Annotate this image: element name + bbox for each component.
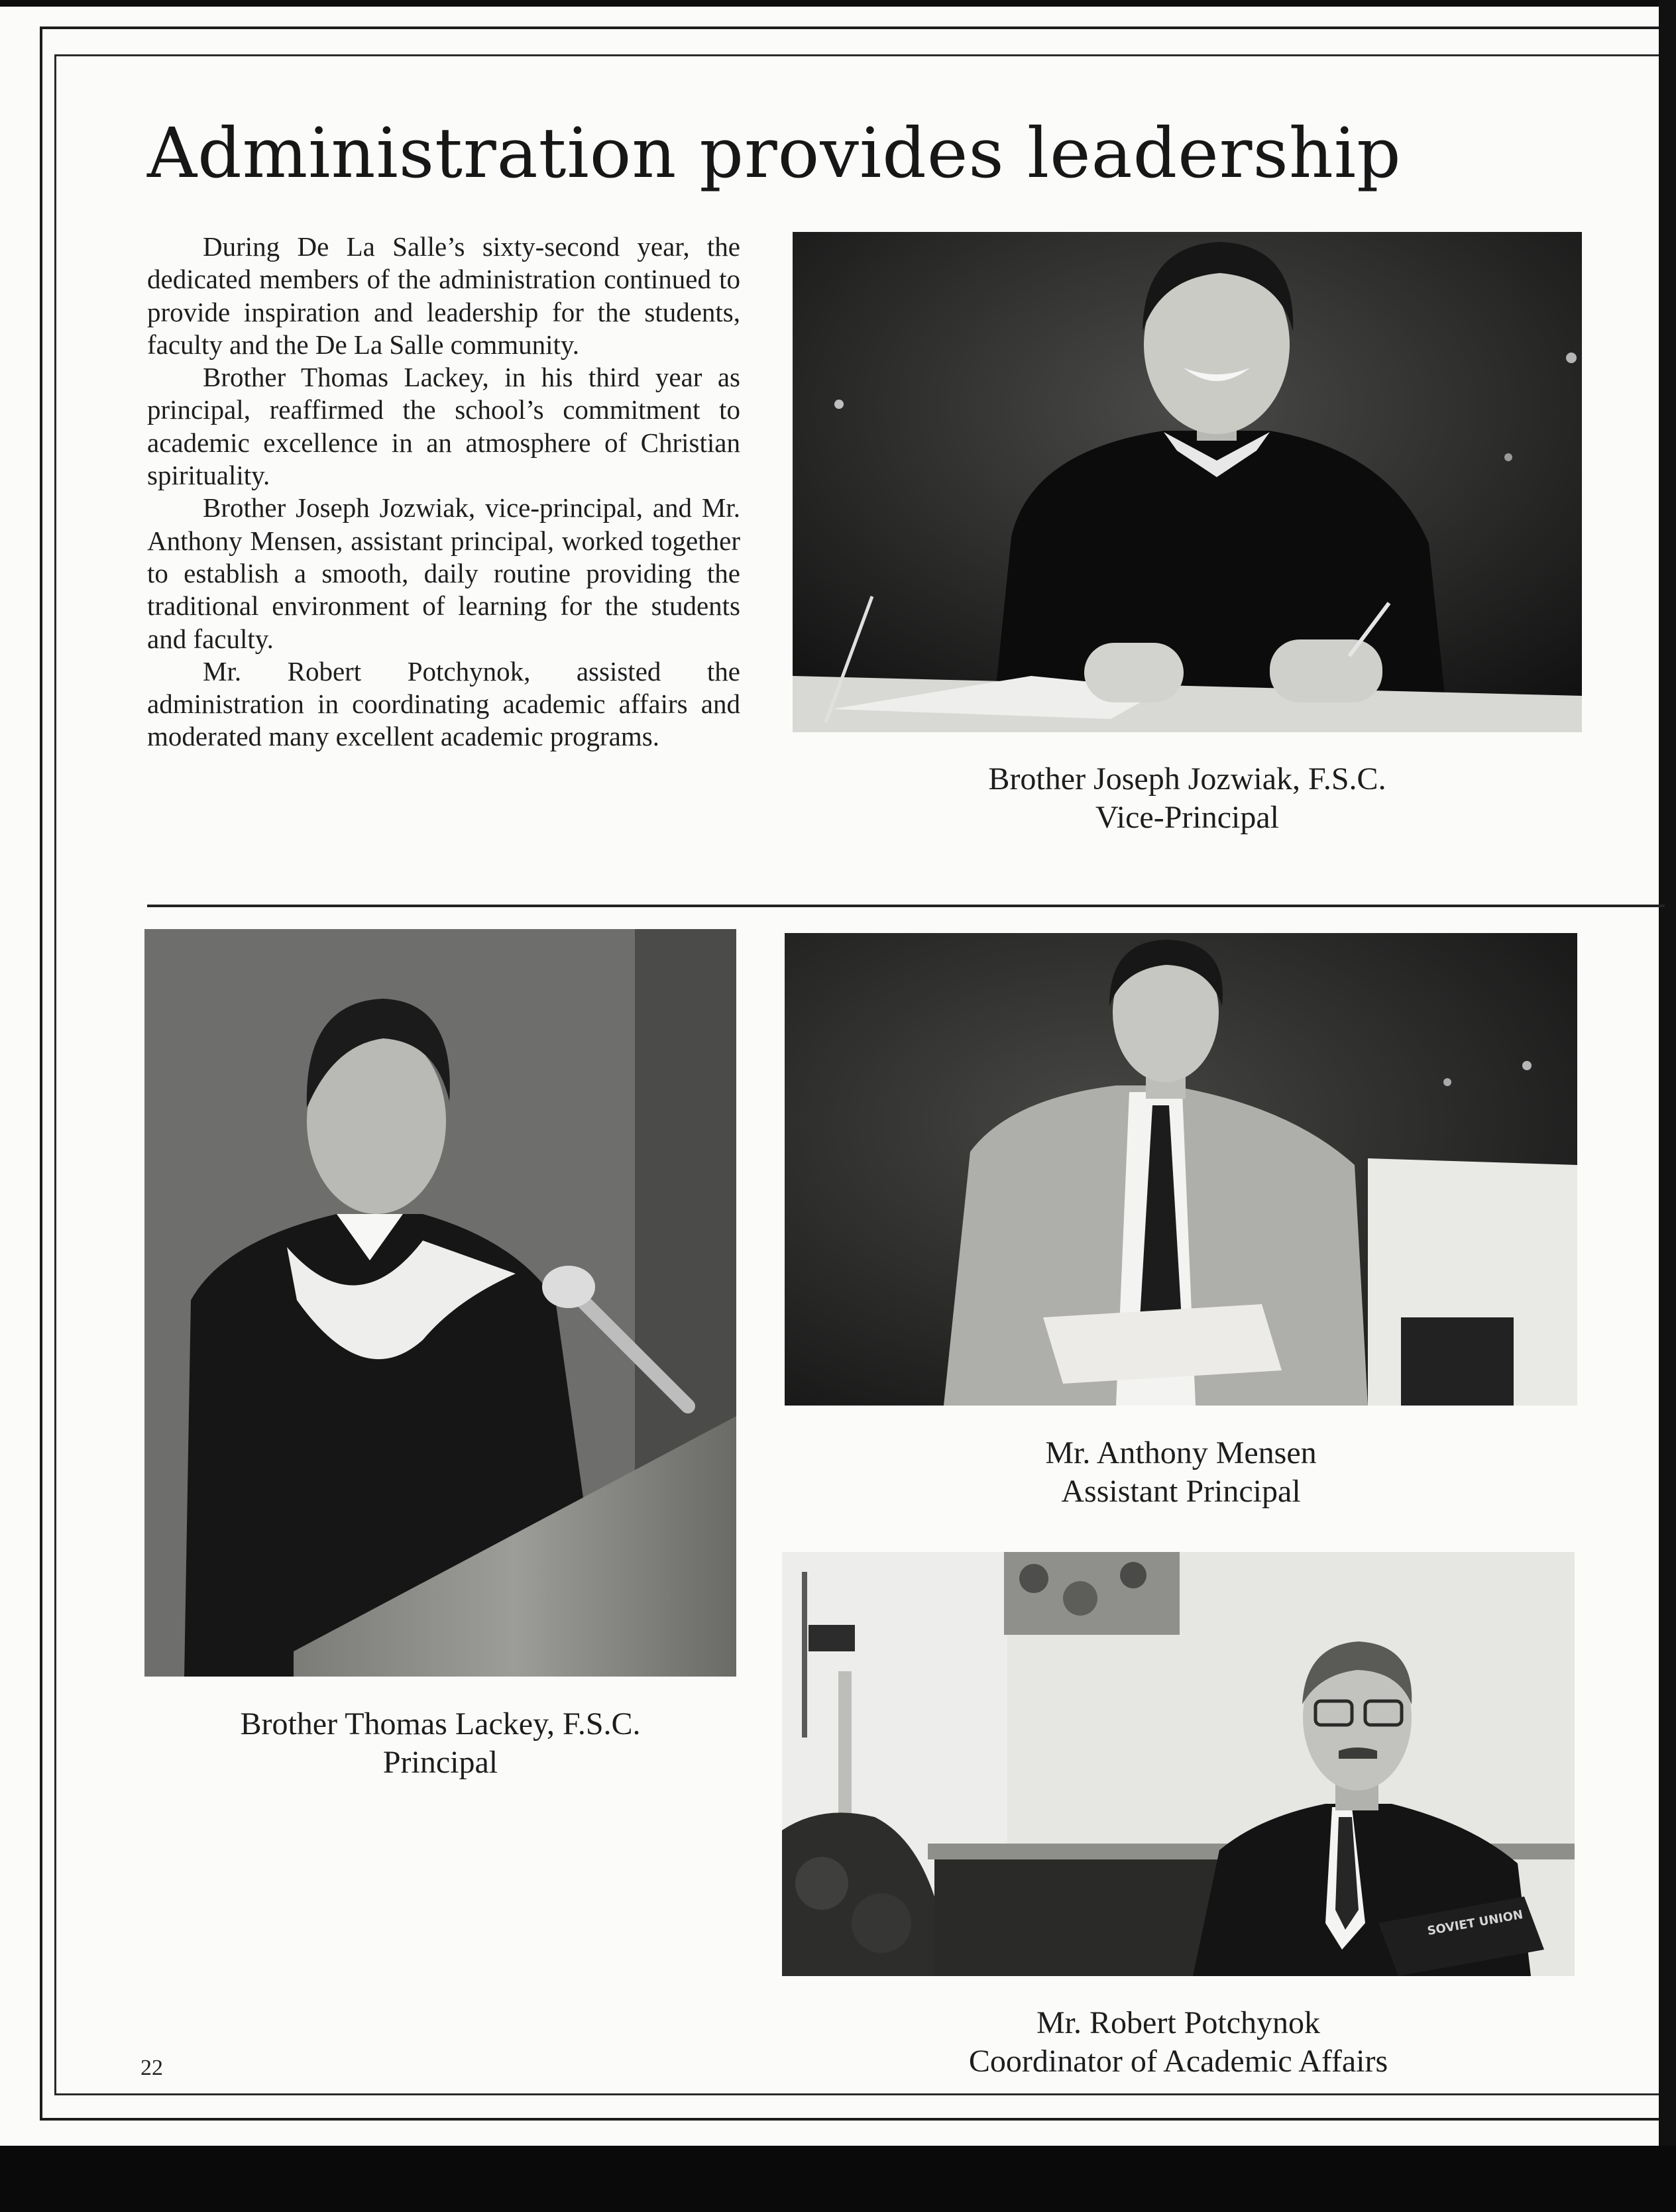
caption-lackey bbox=[144, 1705, 736, 1782]
photo-lackey bbox=[144, 929, 736, 1677]
caption-title: Vice-Principal bbox=[1095, 800, 1279, 835]
caption-name: Brother Thomas Lackey, F.S.C. bbox=[240, 1706, 641, 1742]
caption-name: Mr. Anthony Mensen bbox=[1045, 1435, 1317, 1470]
page-title: Administration provides leadership bbox=[147, 113, 1402, 194]
scan-border-top bbox=[0, 0, 1676, 7]
article-paragraph: During De La Salle’s sixty-second year, the dedicated members of the administration continued to provide inspiration and leadership for the students, faculty and the De La Salle community. bbox=[147, 231, 740, 360]
page-number: 22 bbox=[140, 2056, 163, 2080]
caption-mensen bbox=[785, 1434, 1577, 1511]
scan-border-right bbox=[1659, 0, 1676, 2212]
caption-name: Brother Joseph Jozwiak, F.S.C. bbox=[988, 761, 1386, 797]
photo-potchynok bbox=[782, 1552, 1575, 1976]
caption-potchynok bbox=[782, 2004, 1575, 2081]
article-body bbox=[147, 231, 740, 753]
scan-border-bottom bbox=[0, 2146, 1676, 2212]
article-paragraph: Mr. Robert Potchynok, assisted the administration in coordinating academic affairs and moderated many excellent academic programs. bbox=[147, 655, 740, 752]
caption-title: Assistant Principal bbox=[1061, 1474, 1301, 1509]
photo-jozwiak bbox=[793, 232, 1582, 732]
photo-mensen bbox=[785, 933, 1577, 1406]
book-title: SOVIET UNION bbox=[1426, 1907, 1524, 1938]
caption-title: Principal bbox=[382, 1745, 498, 1780]
article-paragraph: Brother Thomas Lackey, in his third year as principal, reaffirmed the school’s commitment to academic excellence in an atmosphere of Christian spirituality. bbox=[147, 362, 740, 491]
caption-name: Mr. Robert Potchynok bbox=[1036, 2005, 1320, 2040]
caption-jozwiak bbox=[793, 760, 1582, 837]
article-paragraph: Brother Joseph Jozwiak, vice-principal, and Mr. Anthony Mensen, assistant principal, worked together to establish a smooth, daily routine providing the traditional environment of learning for the students and faculty. bbox=[147, 492, 740, 654]
caption-title: Coordinator of Academic Affairs bbox=[968, 2044, 1388, 2079]
section-divider bbox=[147, 905, 1665, 907]
